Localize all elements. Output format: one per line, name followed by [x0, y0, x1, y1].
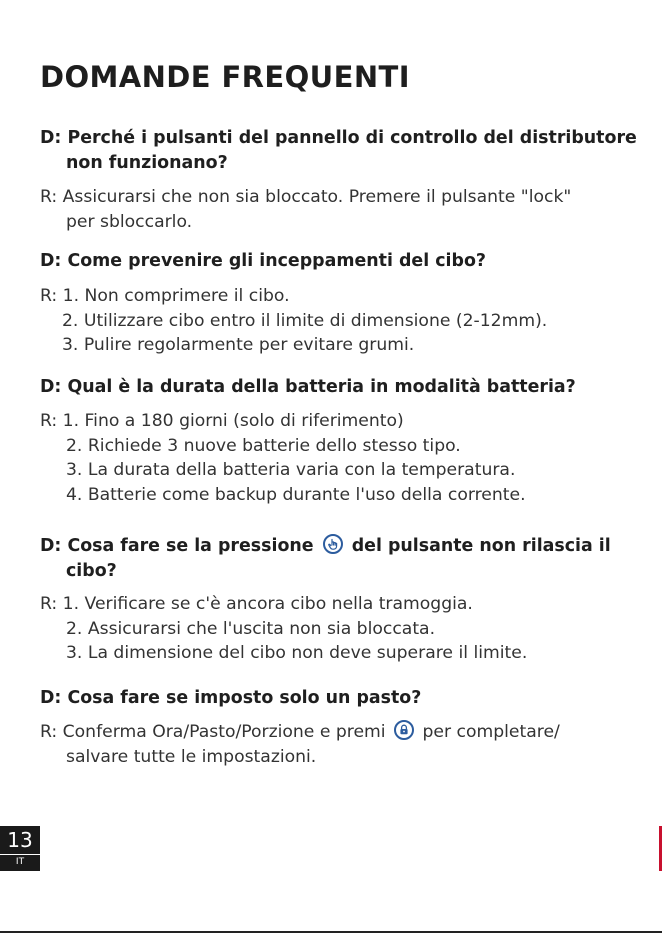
- faq-answer-5-part-1: R: Conferma Ora/Pasto/Porzione e premi: [40, 722, 386, 742]
- faq-answer-3-line-3: 3. La durata della batteria varia con la temperatura.: [66, 460, 516, 480]
- faq-answer-1: [40, 185, 571, 234]
- faq-question-1-line-2: non funzionano?: [66, 153, 228, 173]
- faq-question-3: [40, 375, 576, 400]
- faq-answer-2-line-3: 3. Pulire regolarmente per evitare grumi.: [62, 335, 415, 355]
- faq-answer-4-line-2: 2. Assicurarsi che l'uscita non sia bloccata.: [66, 618, 436, 639]
- faq-question-1: [40, 126, 637, 176]
- faq-question-4-line-2: cibo?: [66, 561, 117, 581]
- faq-question-5: [40, 686, 421, 711]
- faq-question-4: [40, 534, 611, 584]
- faq-answer-5-part-2: per completare/: [422, 722, 560, 742]
- faq-answer-3-line-2: 2. Richiede 3 nuove batterie dello stesso tipo.: [66, 435, 461, 456]
- faq-answer-3-line-4: 4. Batterie come backup durante l'uso della corrente.: [66, 484, 526, 505]
- faq-answer-5-line-1: [40, 720, 560, 745]
- faq-answer-2-line-1: R: 1. Non comprimere il cibo.: [40, 286, 290, 306]
- faq-question-4-part-2: del pulsante non rilascia il: [351, 536, 611, 556]
- page-title: DOMANDE FREQUENTI: [40, 60, 410, 94]
- page-number: 13: [7, 828, 33, 852]
- faq-answer-4-line-3: 3. La dimensione del cibo non deve superare il limite.: [66, 643, 528, 663]
- faq-question-2-line-1: D: Come prevenire gli inceppamenti del cibo?: [40, 251, 486, 271]
- faq-answer-4: [40, 592, 527, 666]
- faq-question-1-line-1: D: Perché i pulsanti del pannello di controllo del distributore: [40, 128, 637, 148]
- faq-answer-1-line-1: R: Assicurarsi che non sia bloccato. Premere il pulsante "lock": [40, 187, 572, 207]
- faq-question-2: [40, 249, 486, 274]
- faq-answer-2: [40, 284, 547, 358]
- faq-question-4-part-1: D: Cosa fare se la pressione: [40, 536, 314, 556]
- faq-question-5-line-1: D: Cosa fare se imposto solo un pasto?: [40, 688, 422, 708]
- faq-question-3-line-1: D: Qual è la durata della batteria in modalità batteria?: [40, 377, 576, 397]
- faq-answer-3: [40, 409, 526, 507]
- lock-icon: [394, 720, 414, 740]
- language-label: IT: [0, 854, 40, 867]
- faq-answer-5-line-2: salvare tutte le impostazioni.: [66, 746, 317, 767]
- faq-answer-4-line-1: R: 1. Verificare se c'è ancora cibo nella tramoggia.: [40, 594, 473, 614]
- faq-answer-3-line-1: R: 1. Fino a 180 giorni (solo di riferimento): [40, 411, 404, 431]
- faq-answer-2-line-2: 2. Utilizzare cibo entro il limite di dimensione (2-12mm).: [62, 310, 548, 331]
- faq-question-4-line-1: [40, 534, 611, 559]
- hand-press-icon: [323, 534, 343, 554]
- page-number-badge: [0, 826, 40, 871]
- faq-answer-5: [40, 720, 560, 769]
- faq-answer-1-line-2: per sbloccarlo.: [66, 211, 193, 232]
